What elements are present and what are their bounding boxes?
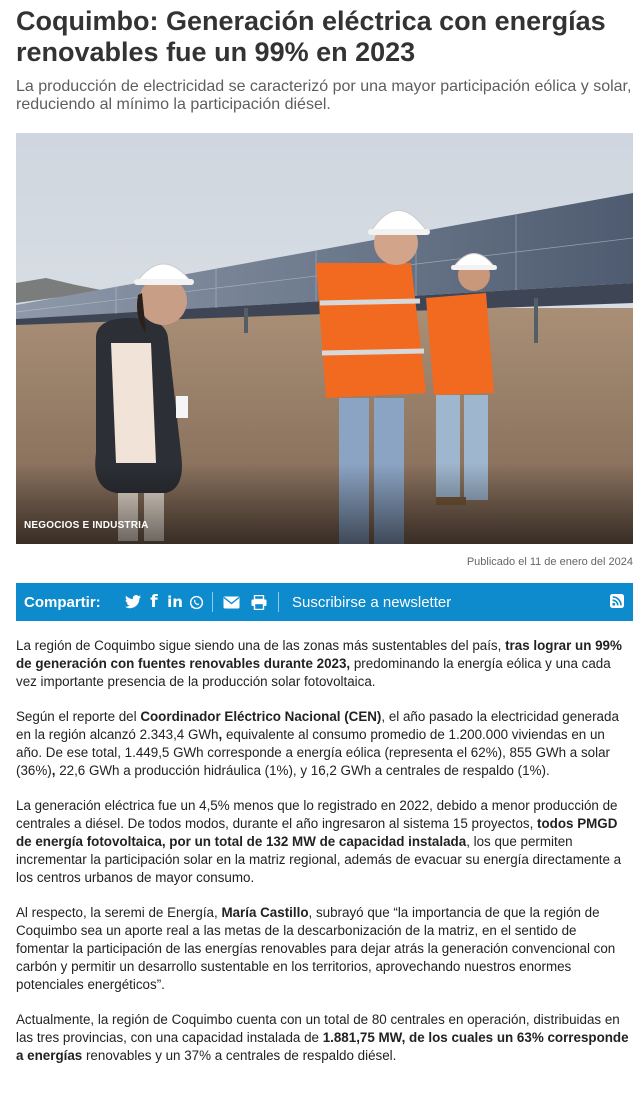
paragraph [16, 637, 631, 691]
text-run: , el año pasado la electricidad generada en la región alcanzó 2.343,4 GWh [16, 709, 619, 742]
paragraph [16, 708, 631, 780]
share-divider [212, 592, 213, 612]
facebook-icon[interactable]: f [150, 592, 158, 612]
bold-text: , [51, 763, 56, 778]
paragraph [16, 904, 631, 994]
share-label: Compartir: [24, 594, 101, 611]
text-run: 22,6 GWh a producción hidráulica (1%), y 16,2 GWh a centrales de respaldo (1%). [55, 763, 550, 778]
bold-text: María Castillo [221, 905, 309, 920]
text-run: predominando la energía eólica y una cada vez importante presencia de la producción solar fotovoltaica. [16, 656, 611, 689]
text-run: , subrayó que “la importancia de que la región de Coquimbo sea un aporte real a las metas de la descarbonización de la matriz, en el sentido de fomentar la participación de las energías renovables para dejar atrás la generación convencional con carbón y permitir un desarrollo sustentable en los territorios, aprovechando nuestros enormes potenciales energéticos”. [16, 905, 616, 992]
text-run: Según el reporte del [16, 709, 141, 724]
article-subtitle: La producción de electricidad se caracterizó por una mayor participación eólica y solar, reduciendo al mínimo la participación diésel. [16, 78, 632, 113]
bold-text: , [218, 727, 223, 742]
share-divider [278, 592, 279, 612]
text-run: , los que permiten incrementar la participación solar en la matriz regional, además de evacuar su energía directamente a los centros urbanos de mayor consumo. [16, 834, 622, 885]
email-icon[interactable] [222, 592, 240, 612]
whatsapp-icon[interactable] [188, 592, 204, 612]
article-body [16, 637, 631, 1082]
print-icon[interactable] [250, 592, 268, 612]
paragraph [16, 1011, 631, 1065]
hero-photo [16, 133, 633, 544]
text-run: equivalente al consumo promedio de 1.200.000 viviendas en un año. De ese total, 1.449,5 GWh corresponde a energía eólica (representa el 62%), 855 GWh a solar (36%) [16, 727, 610, 778]
bold-text: 1.881,75 MW, de los cuales un 63% corresponde a energías [16, 1030, 629, 1063]
text-run: renovables y un 37% a centrales de respaldo diésel. [82, 1048, 397, 1063]
publish-date: Publicado el 11 de enero del 2024 [466, 556, 633, 568]
paragraph [16, 797, 631, 887]
hero-photo-illustration [16, 133, 633, 544]
text-run: Actualmente, la región de Coquimbo cuenta con un total de 80 centrales en operación, distribuidas en las tres provincias, con una capacidad instalada de [16, 1012, 620, 1045]
linkedin-icon[interactable]: in [167, 593, 183, 611]
rss-icon[interactable] [610, 594, 624, 608]
text-run: Al respecto, la seremi de Energía, [16, 905, 222, 920]
category-tag[interactable]: NEGOCIOS E INDUSTRIA [24, 520, 149, 531]
article-title: Coquimbo: Generación eléctrica con energías renovables fue un 99% en 2023 [16, 6, 606, 67]
text-run: La generación eléctrica fue un 4,5% menos que lo registrado en 2022, debido a menor producción de centrales a diésel. De todos modos, durante el año ingresaron al sistema 15 proyectos, [16, 798, 618, 831]
newsletter-subscribe-link[interactable]: Suscribirse a newsletter [292, 594, 452, 611]
text-run: La región de Coquimbo sigue siendo una de las zonas más sustentables del país, [16, 638, 506, 653]
bold-text: Coordinador Eléctrico Nacional (CEN) [140, 709, 382, 724]
twitter-icon[interactable] [124, 592, 142, 612]
bold-text: todos PMGD de energía fotovoltaica, por un total de 132 MW de capacidad instalada [16, 816, 618, 849]
share-bar [16, 583, 633, 621]
bold-text: tras lograr un 99% de generación con fuentes renovables durante 2023, [16, 638, 622, 671]
